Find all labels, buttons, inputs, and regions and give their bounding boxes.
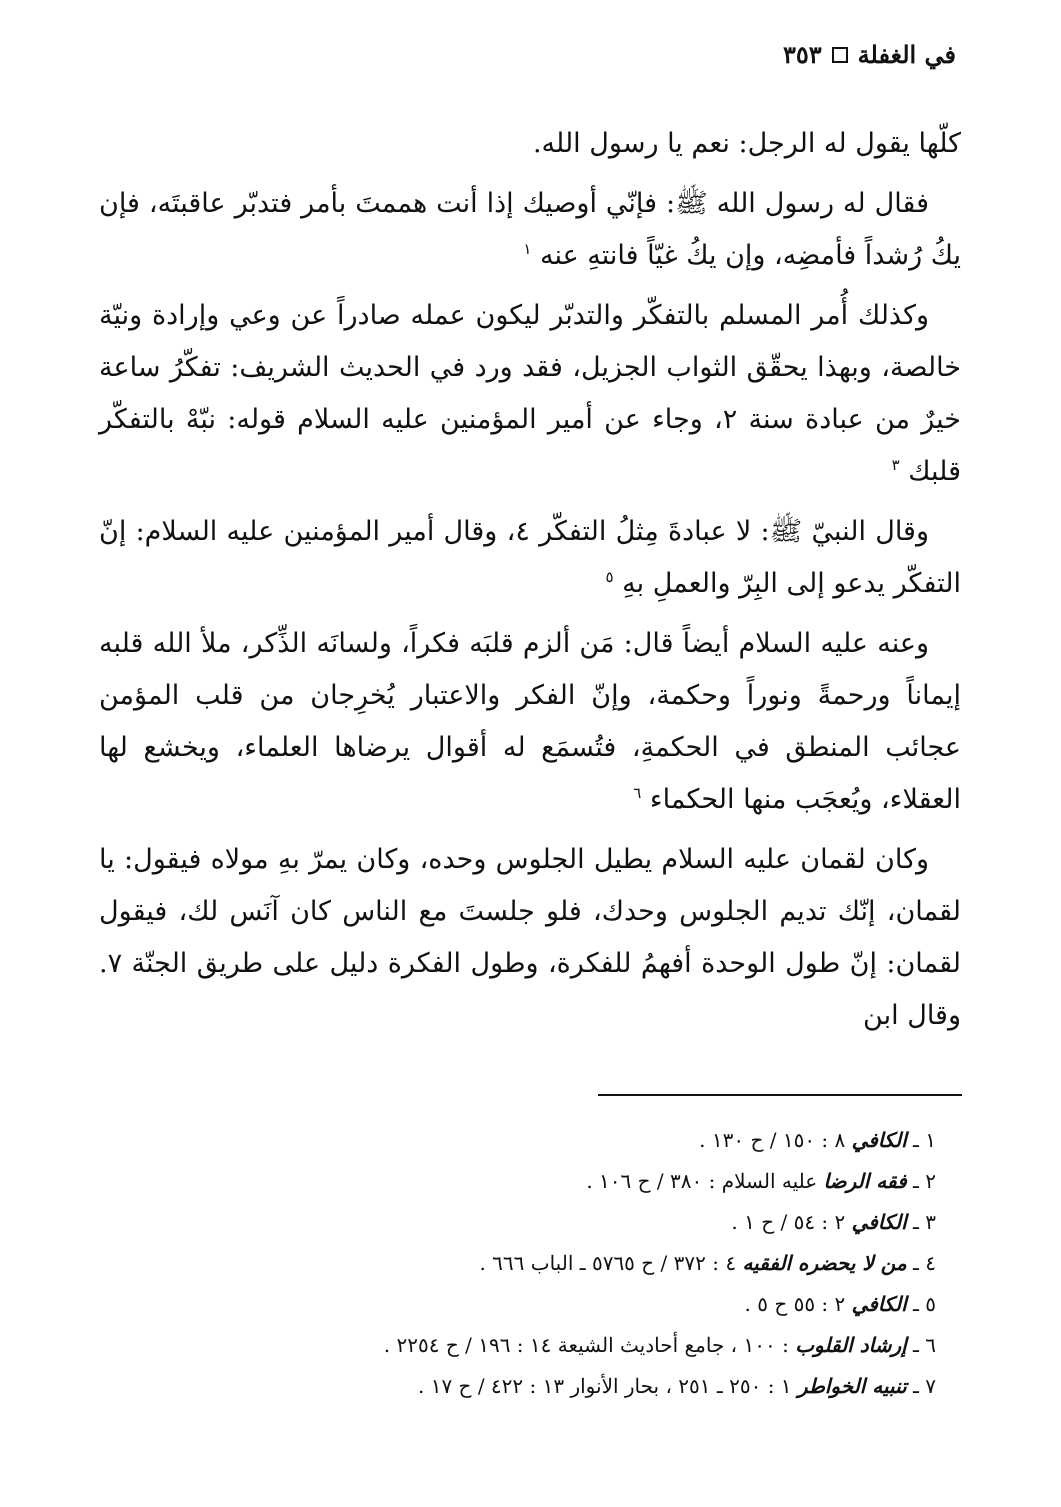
paragraph	[99, 118, 961, 170]
paragraph	[99, 178, 961, 282]
footnote-reference: ٢ : ٥٥ ح ٥ .	[744, 1292, 846, 1316]
footnote-source: من لا يحضره الفقيه	[742, 1251, 907, 1275]
chapter-title: في الغفلة	[857, 40, 956, 69]
footnote-separator	[598, 1094, 962, 1096]
footnote	[176, 1243, 936, 1284]
paragraph-text: وكان لقمان عليه السلام يطيل الجلوس وحده، وكان يمرّ بهِ مولاه فيقول: يا لقمان، إنّك تديم الجلوس وحدك، فلو جلستَ مع الناس كان آنَس لك، فيقول لقمان: إنّ طول الوحدة أفهمُ للفكرة، وطول الفكرة دليل على طريق الجنّة ٧. وقال ابن	[99, 844, 961, 1031]
footnote-number: ٧ ـ	[913, 1374, 936, 1398]
paragraph-text: وكذلك أُمر المسلم بالتفكّر والتدبّر ليكون عمله صادراً عن وعي وإرادة ونيّة خالصة، وبهذا يحقّق الثواب الجزيل، فقد ورد في الحديث الشريف: تفكّرُ ساعة خيرٌ من عبادة سنة ٢، وجاء عن أمير المؤمنين عليه السلام قوله: نبّهْ بالتفكّر قلبك	[99, 300, 961, 487]
footnote-marker: ٦	[633, 784, 642, 802]
paragraph-text: وقال النبيّ ﷺ: لا عبادةَ مِثلُ التفكّر ٤، وقال أمير المؤمنين عليه السلام: إنّ التفكّر يدعو إلى البِرّ والعملِ بهِ	[99, 516, 961, 599]
footnote	[176, 1325, 936, 1366]
footnote	[176, 1161, 936, 1202]
paragraph	[99, 834, 961, 1042]
footnote	[176, 1202, 936, 1243]
main-text	[99, 118, 961, 1050]
paragraph-text: فقال له رسول الله ﷺ: فإنّي أوصيك إذا أنت هممتَ بأمر فتدبّر عاقبتَه، فإن يكُ رُشداً فأمضِه، وإن يكُ غيّاً فانتهِ عنه	[99, 188, 961, 271]
footnotes	[176, 1120, 936, 1407]
page-number: ٣٥٣	[782, 40, 822, 69]
footnote-reference: ٤ : ٣٧٢ / ح ٥٧٦٥ ـ الباب ٦٦٦ .	[479, 1251, 737, 1275]
footnote-reference: ٨ : ١٥٠ / ح ١٣٠ .	[699, 1128, 846, 1152]
footnote-source: الكافي	[851, 1210, 907, 1234]
footnote-marker: ١	[523, 240, 532, 258]
paragraph	[99, 618, 961, 826]
footnote	[176, 1366, 936, 1407]
paragraph-text: وعنه عليه السلام أيضاً قال: مَن ألزم قلبَه فكراً، ولسانَه الذِّكر، ملأ الله قلبه إيماناً ورحمةً ونوراً وحكمة، وإنّ الفكر والاعتبار يُخرِجان من قلب المؤمن عجائب المنطق في الحكمةِ، فتُسمَع له أقوال يرضاها العلماء، ويخشع لها العقلاء، ويُعجَب منها الحكماء	[99, 628, 961, 815]
footnote-marker: ٣	[891, 456, 900, 474]
paragraph-text: كلّها يقول له الرجل: نعم يا رسول الله.	[532, 128, 961, 159]
footnote-reference: ٢ : ٥٤ / ح ١ .	[731, 1210, 846, 1234]
footnote-source: إرشاد القلوب	[795, 1333, 907, 1357]
footnote-number: ٥ ـ	[913, 1292, 936, 1316]
footnote-number: ٢ ـ	[913, 1169, 936, 1193]
footnote-number: ٣ ـ	[913, 1210, 936, 1234]
running-header	[783, 40, 956, 69]
footnote-number: ٦ ـ	[913, 1333, 936, 1357]
footnote-reference: : ١٠٠ ، جامع أحاديث الشيعة ١٤ : ١٩٦ / ح ٢٢٥٤ .	[383, 1333, 789, 1357]
footnote-reference: ١ : ٢٥٠ ـ ٢٥١ ، بحار الأنوار ١٣ : ٤٢٢ / ح ١٧ .	[417, 1374, 792, 1398]
footnote	[176, 1120, 936, 1161]
paragraph	[99, 290, 961, 498]
square-separator-icon	[832, 47, 848, 63]
footnote-reference: عليه السلام : ٣٨٠ / ح ١٠٦ .	[586, 1169, 818, 1193]
footnote	[176, 1284, 936, 1325]
footnote-source: فقه الرضا	[823, 1169, 907, 1193]
footnote-number: ١ ـ	[913, 1128, 936, 1152]
footnote-number: ٤ ـ	[913, 1251, 936, 1275]
footnote-source: الكافي	[851, 1292, 907, 1316]
footnote-source: تنبيه الخواطر	[797, 1374, 907, 1398]
paragraph	[99, 506, 961, 610]
footnote-source: الكافي	[851, 1128, 907, 1152]
footnote-marker: ٥	[605, 568, 614, 586]
